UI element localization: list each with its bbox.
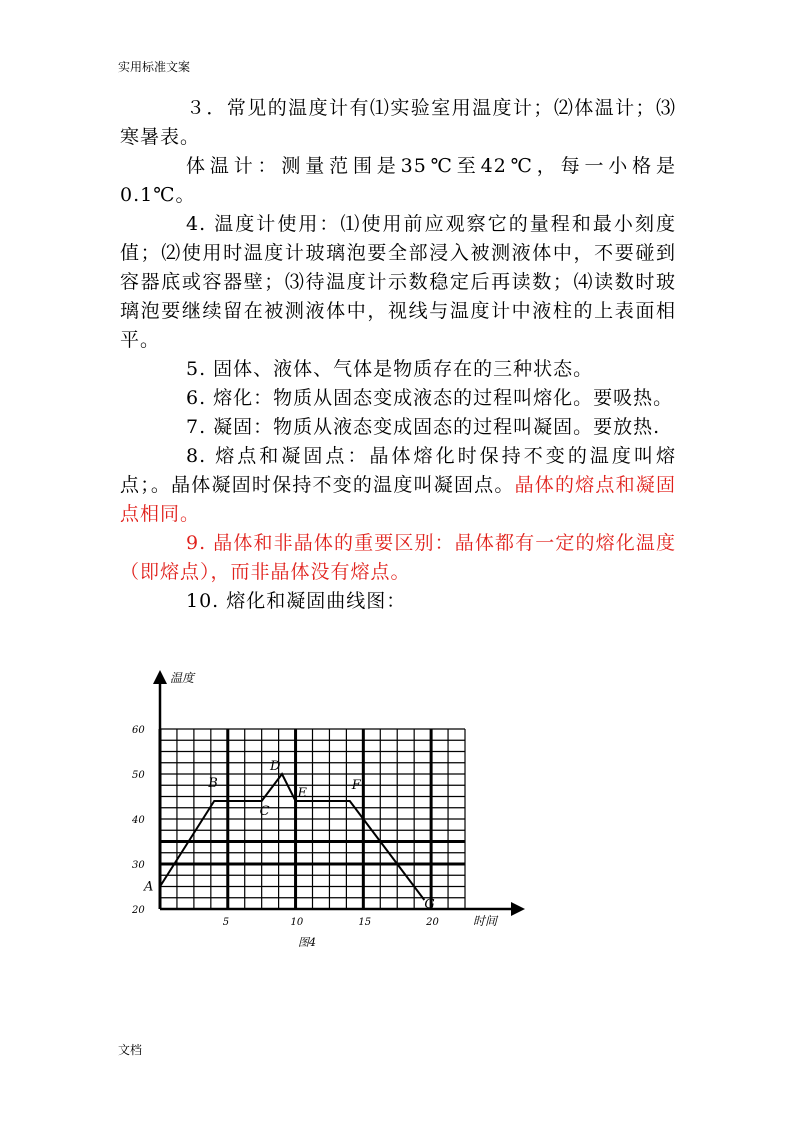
y-tick-label: 30 (132, 860, 145, 871)
paragraph-clinical-thermometer: 体温计：测量范围是35℃至42℃，每一小格是0.1℃。 (120, 155, 676, 206)
point-label-G: G (424, 897, 435, 912)
paragraph-solidification: 7. 凝固：物质从液态变成固态的过程叫凝固。要放热. (186, 416, 661, 438)
point-label-B: B (208, 776, 218, 791)
y-tick-label: 40 (132, 815, 145, 826)
x-tick-label: 10 (290, 917, 304, 928)
x-tick-label: 15 (358, 917, 372, 928)
paragraph-crystal-difference: 9. 晶体和非晶体的重要区别：晶体都有一定的熔化温度（即熔点），而非晶体没有熔点。 (120, 532, 676, 583)
point-label-D: D (270, 759, 281, 774)
melting-curve-figure (130, 664, 530, 954)
y-tick-label: 20 (132, 905, 145, 916)
y-axis-arrowhead (153, 670, 167, 684)
point-label-E: E (297, 786, 308, 801)
paragraph-melting: 6. 熔化：物质从固态变成液态的过程叫熔化。要吸热。 (186, 387, 674, 409)
y-tick-label: 60 (132, 725, 145, 736)
paragraph-states-of-matter: 5. 固体、液体、气体是物质存在的三种状态。 (186, 358, 594, 380)
x-tick-label: 20 (426, 917, 439, 928)
point-label-F: F (351, 778, 361, 793)
x-axis-label: 时间 (473, 914, 498, 928)
melting-curve-line (160, 774, 424, 900)
point-label-A: A (144, 879, 154, 895)
y-axis-label: 温度 (170, 671, 195, 685)
x-axis-arrowhead (511, 902, 525, 916)
figure-caption: 图4 (298, 936, 316, 949)
point-label-C: C (259, 804, 270, 819)
x-tick-label: 5 (222, 917, 230, 928)
page-footer: 文档 (118, 1043, 143, 1057)
melting-curve-chart (130, 664, 530, 954)
paragraph-melting-point: 8. 熔点和凝固点：晶体熔化时保持不变的温度叫熔点；。晶体凝固时保持不变的温度叫凝固点。晶体的熔点和凝固点相同。 (120, 445, 676, 525)
document-body (120, 94, 676, 616)
paragraph-thermometer-types: ３．常见的温度计有⑴实验室用温度计；⑵体温计；⑶寒暑表。 (120, 97, 676, 148)
y-tick-label: 50 (132, 770, 145, 781)
paragraph-curve-title: 10. 熔化和凝固曲线图： (186, 590, 407, 612)
paragraph-thermometer-usage: 4. 温度计使用：⑴使用前应观察它的量程和最小刻度值；⑵使用时温度计玻璃泡要全部浸入被测液体中，不要碰到容器底或容器壁；⑶待温度计示数稳定后再读数；⑷读数时玻璃泡要继续留在被测液体中，视线与温度计中液柱的上表面相平。 (120, 213, 676, 351)
page-header: 实用标准文案 (118, 60, 191, 74)
